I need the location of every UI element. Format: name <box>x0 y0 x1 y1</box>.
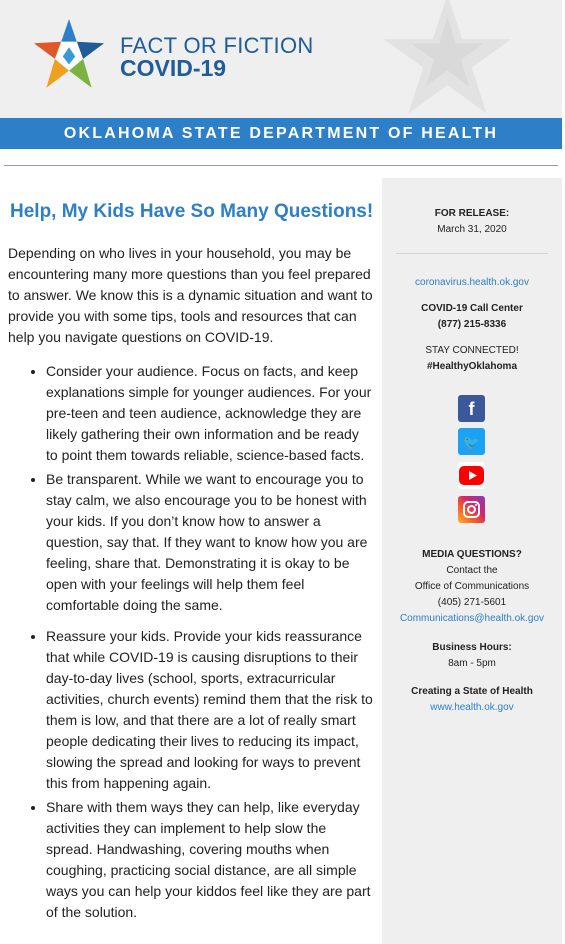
divider <box>4 165 558 166</box>
star-watermark-icon <box>355 0 540 118</box>
release-date: March 31, 2020 <box>437 224 507 235</box>
business-hours-label: Business Hours: <box>432 642 512 653</box>
covid-star-logo-icon <box>30 16 108 94</box>
release-label: FOR RELEASE: <box>434 208 510 219</box>
twitter-icon[interactable]: 🐦 <box>458 428 485 455</box>
brand-title: FACT OR FICTION <box>120 33 314 58</box>
media-email-link[interactable]: Communications@health.ok.gov <box>399 613 545 624</box>
business-hours-value: 8am - 5pm <box>448 658 496 669</box>
instagram-icon[interactable] <box>458 496 485 523</box>
hashtag: #HealthyOklahoma <box>426 361 518 372</box>
sidebar-divider <box>396 253 548 254</box>
media-office: Office of Communications <box>414 581 530 592</box>
tips-list <box>8 361 374 926</box>
youtube-icon[interactable] <box>458 462 485 489</box>
list-item: • Be transparent. While we want to encourage you to stay calm, we also encourage you to be honest with your kids. If you don’t know how to answer a question, say that. If they want to know how you are feeling, share that. Demonstrating it is okay to be open with your feelings will help them feel comfortable doing the same. <box>46 469 374 616</box>
header-banner <box>0 0 562 118</box>
list-item: • Share with them ways they can help, like everyday activities they can implement to help slow the spread. Handwashing, covering mouths when coughing, practicing social distance, are all simple ways you can help your kiddos feel like they are part of the solution. <box>46 797 374 923</box>
call-center-phone: (877) 215-8336 <box>437 319 507 330</box>
sidebar <box>382 178 562 944</box>
call-center-label: COVID-19 Call Center <box>421 303 523 314</box>
agency-bar: OKLAHOMA STATE DEPARTMENT OF HEALTH <box>0 118 562 149</box>
brand-subtitle: COVID-19 <box>120 55 227 81</box>
website-link[interactable]: coronavirus.health.ok.gov <box>415 277 529 288</box>
intro-paragraph: Depending on who lives in your household, you may be encountering many more questions than you feel prepared to answer. We know this is a dynamic situation and want to provide you with some tips, tools and resources that can help you navigate questions on COVID-19. <box>8 245 373 345</box>
article <box>0 178 381 944</box>
list-item: • Consider your audience. Focus on facts, and keep explanations simple for younger audiences. For your pre-teen and teen audience, acknowledge they are likely gathering their own information and be ready to point them towards reliable, science-based facts. <box>46 361 374 466</box>
health-website-link[interactable]: www.health.ok.gov <box>430 702 514 713</box>
facebook-icon[interactable]: f <box>458 395 485 422</box>
stay-connected-label: STAY CONNECTED! <box>425 345 519 356</box>
media-contact: Contact the <box>446 565 498 576</box>
media-questions-label: MEDIA QUESTIONS? <box>422 549 522 560</box>
tagline: Creating a State of Health <box>411 686 533 697</box>
media-phone: (405) 271-5601 <box>437 597 507 608</box>
page-title: Help, My Kids Have So Many Questions! <box>10 201 374 222</box>
list-item: • Reassure your kids. Provide your kids reassurance that while COVID-19 is causing disruptions to their day-to-day lives (school, sports, extracurricular activities, church events) remind them that the risk to them is low, and that there are a lot of really smart people dedicating their lives to reducing its impact, slowing the spread and looking for ways to prevent this from happening again. <box>46 626 374 794</box>
